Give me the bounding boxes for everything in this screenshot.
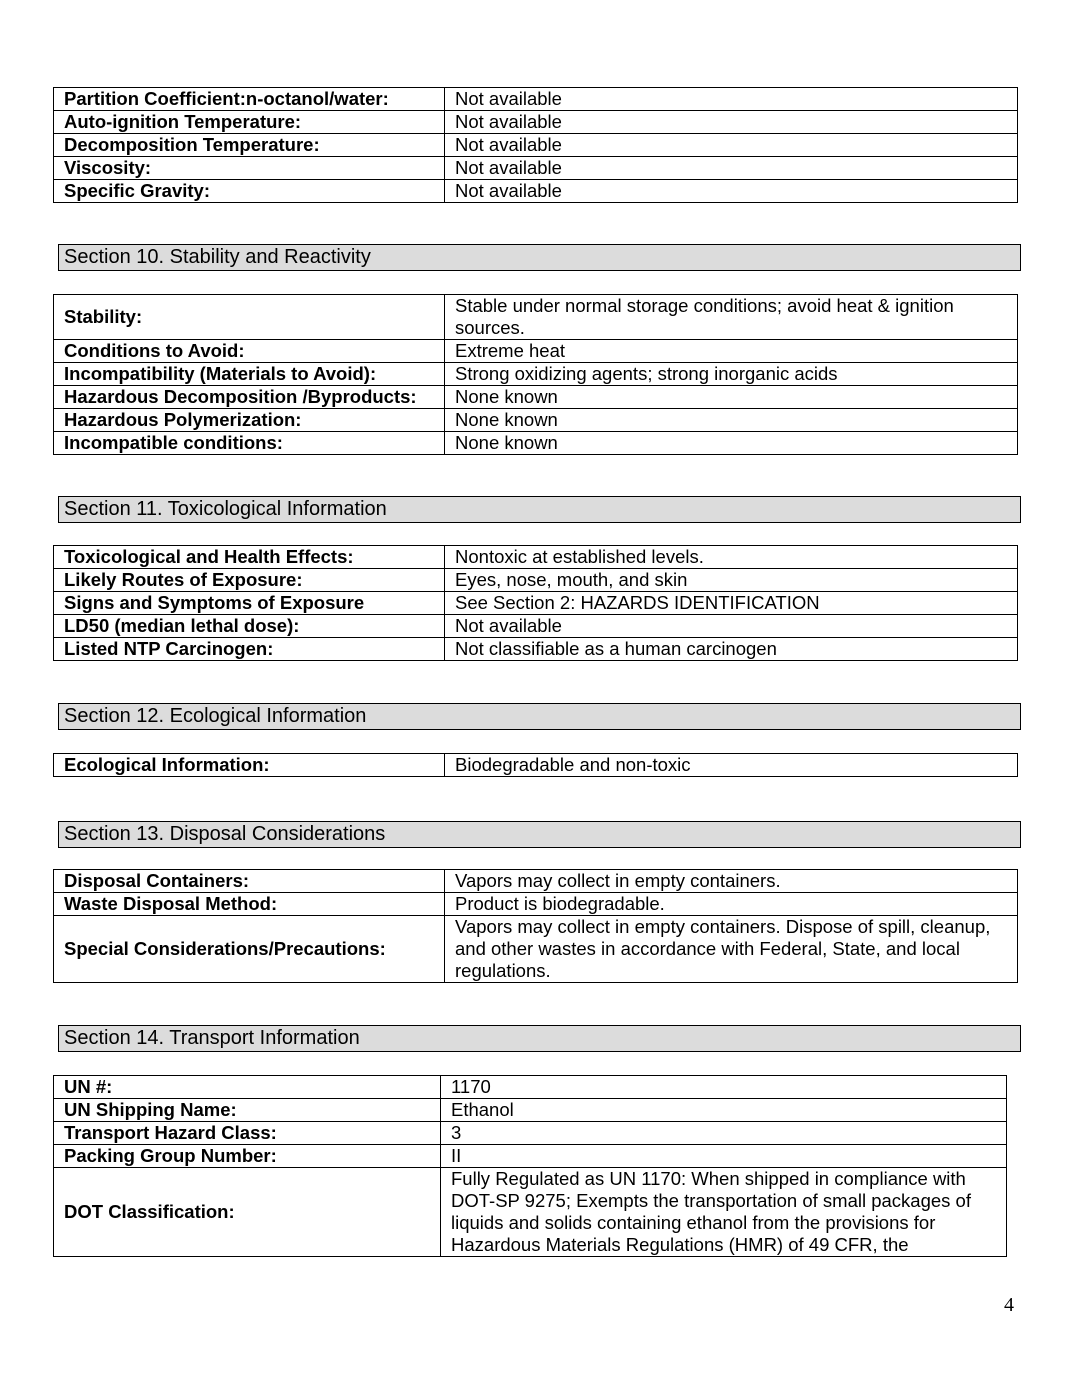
table-row — [54, 295, 1018, 340]
table-row — [54, 569, 1018, 592]
section-10-header: Section 10. Stability and Reactivity — [58, 244, 1021, 271]
row-label: Auto-ignition Temperature: — [54, 111, 445, 134]
row-label: Listed NTP Carcinogen: — [54, 638, 445, 661]
row-value: Not available — [445, 111, 1018, 134]
row-label: Decomposition Temperature: — [54, 134, 445, 157]
row-value: Product is biodegradable. — [445, 893, 1018, 916]
page-number: 4 — [1004, 1294, 1014, 1316]
table-row — [54, 615, 1018, 638]
row-value: Biodegradable and non-toxic — [445, 754, 1018, 777]
row-label: Disposal Containers: — [54, 870, 445, 893]
row-label: Signs and Symptoms of Exposure — [54, 592, 445, 615]
row-label: Conditions to Avoid: — [54, 340, 445, 363]
section-14-header: Section 14. Transport Information — [58, 1025, 1021, 1052]
row-label: Toxicological and Health Effects: — [54, 546, 445, 569]
row-value: Not available — [445, 134, 1018, 157]
row-value: Not available — [445, 88, 1018, 111]
table-row — [54, 893, 1018, 916]
row-label: Incompatible conditions: — [54, 432, 445, 455]
section-12-header: Section 12. Ecological Information — [58, 703, 1021, 730]
row-value: Fully Regulated as UN 1170: When shipped in compliance with DOT-SP 9275; Exempts the transportation of small packages of liquids and solids containing ethanol from the provisions for Hazardous Materials Regulations (HMR) of 49 CFR, the — [441, 1168, 1007, 1257]
table-row — [54, 1168, 1007, 1257]
row-value: Nontoxic at established levels. — [445, 546, 1018, 569]
row-label: Hazardous Decomposition /Byproducts: — [54, 386, 445, 409]
table-row — [54, 916, 1018, 983]
stability-table — [53, 294, 1018, 455]
row-label: Partition Coefficient:n-octanol/water: — [54, 88, 445, 111]
row-value: See Section 2: HAZARDS IDENTIFICATION — [445, 592, 1018, 615]
row-label: Incompatibility (Materials to Avoid): — [54, 363, 445, 386]
table-row — [54, 592, 1018, 615]
row-value: Strong oxidizing agents; strong inorganic acids — [445, 363, 1018, 386]
table-row — [54, 180, 1018, 203]
row-value: Ethanol — [441, 1099, 1007, 1122]
row-value: Vapors may collect in empty containers. — [445, 870, 1018, 893]
table-row — [54, 638, 1018, 661]
table-row — [54, 363, 1018, 386]
row-value: Stable under normal storage conditions; avoid heat & ignition sources. — [445, 295, 1018, 340]
row-label: Packing Group Number: — [54, 1145, 441, 1168]
disposal-table — [53, 869, 1018, 983]
table-row — [54, 88, 1018, 111]
row-value: Eyes, nose, mouth, and skin — [445, 569, 1018, 592]
row-label: Ecological Information: — [54, 754, 445, 777]
table-row — [54, 1122, 1007, 1145]
properties-table — [53, 87, 1018, 203]
row-label: DOT Classification: — [54, 1168, 441, 1257]
row-value: 1170 — [441, 1076, 1007, 1099]
row-label: Special Considerations/Precautions: — [54, 916, 445, 983]
section-11-header: Section 11. Toxicological Information — [58, 496, 1021, 523]
row-value: None known — [445, 386, 1018, 409]
table-row — [54, 386, 1018, 409]
table-row — [54, 1076, 1007, 1099]
table-row — [54, 870, 1018, 893]
table-row — [54, 432, 1018, 455]
row-label: UN Shipping Name: — [54, 1099, 441, 1122]
table-row — [54, 134, 1018, 157]
table-row — [54, 111, 1018, 134]
table-row — [54, 157, 1018, 180]
row-value: Vapors may collect in empty containers. Dispose of spill, cleanup, and other wastes in accordance with Federal, State, and local regulations. — [445, 916, 1018, 983]
table-row — [54, 340, 1018, 363]
row-label: Likely Routes of Exposure: — [54, 569, 445, 592]
table-row — [54, 546, 1018, 569]
row-label: LD50 (median lethal dose): — [54, 615, 445, 638]
row-value: None known — [445, 409, 1018, 432]
row-value: Extreme heat — [445, 340, 1018, 363]
row-label: Waste Disposal Method: — [54, 893, 445, 916]
row-value: Not classifiable as a human carcinogen — [445, 638, 1018, 661]
row-value: Not available — [445, 615, 1018, 638]
toxicological-table — [53, 545, 1018, 661]
table-row — [54, 1145, 1007, 1168]
row-value: Not available — [445, 157, 1018, 180]
table-row — [54, 409, 1018, 432]
row-value: 3 — [441, 1122, 1007, 1145]
transport-table — [53, 1075, 1007, 1257]
row-label: Stability: — [54, 295, 445, 340]
table-row — [54, 754, 1018, 777]
row-value: II — [441, 1145, 1007, 1168]
ecological-table — [53, 753, 1018, 777]
table-row — [54, 1099, 1007, 1122]
section-13-header: Section 13. Disposal Considerations — [58, 821, 1021, 848]
row-label: Hazardous Polymerization: — [54, 409, 445, 432]
row-label: UN #: — [54, 1076, 441, 1099]
row-label: Transport Hazard Class: — [54, 1122, 441, 1145]
row-value: None known — [445, 432, 1018, 455]
row-value: Not available — [445, 180, 1018, 203]
row-label: Specific Gravity: — [54, 180, 445, 203]
row-label: Viscosity: — [54, 157, 445, 180]
